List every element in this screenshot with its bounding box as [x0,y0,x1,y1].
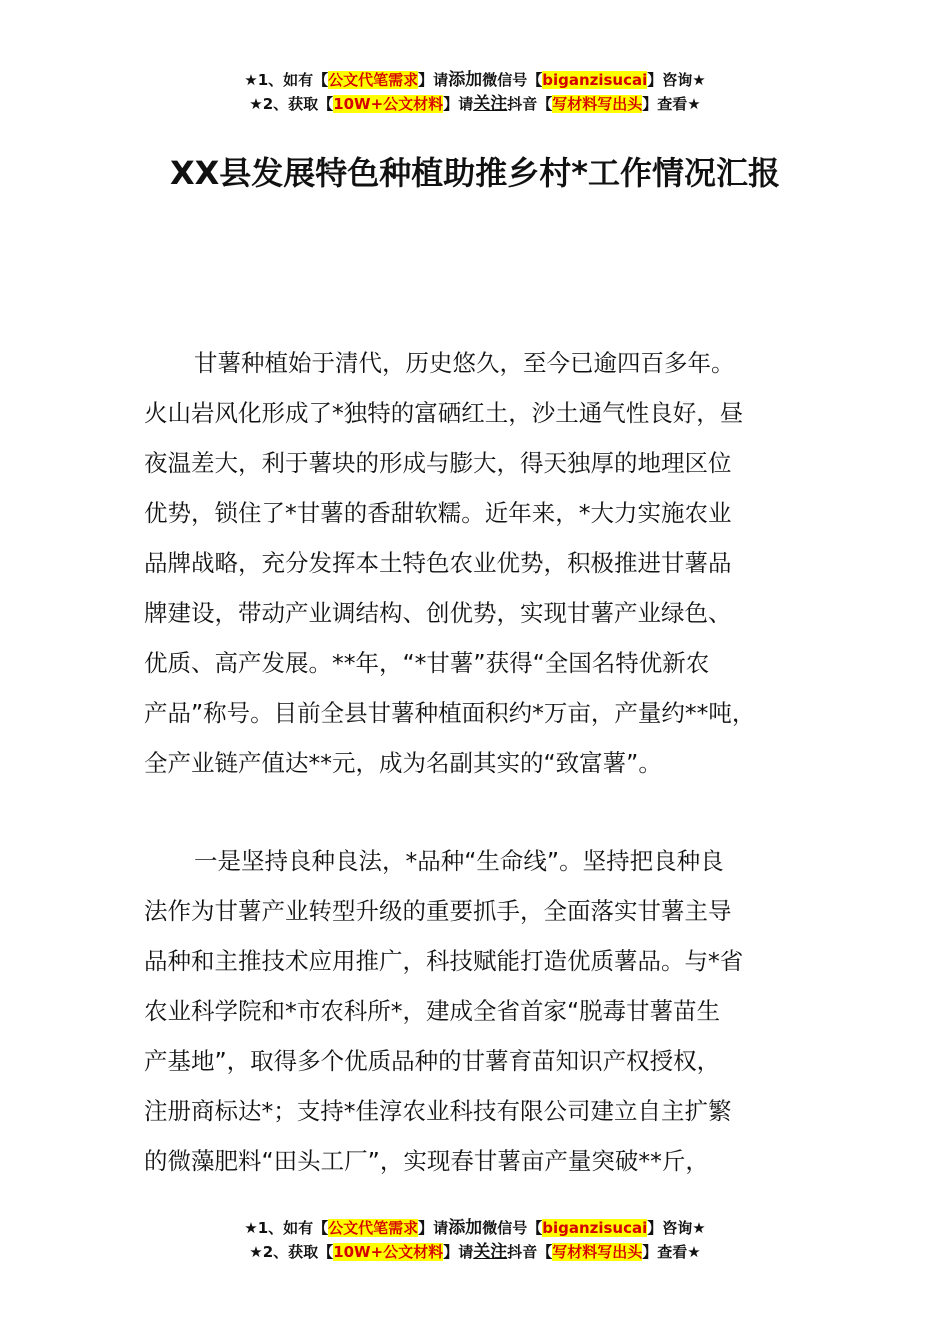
text-line: 的微藻肥料“田头工厂”，实现春甘薯亩产量突破**斤， [144,1147,709,1175]
text-line: 农业科学院和*市农科所*，建成全省首家“脱毒甘薯苗生 [144,997,721,1025]
paragraph-intro [144,338,844,788]
text-line: 全产业链产值达**元，成为名副其实的“致富薯”。 [144,749,662,777]
footer-promo-banner [0,1216,950,1264]
promo-emphasis: 添加 [448,70,483,90]
text-line: 甘薯种植始于清代，历史悠久，至今已逾四百多年。 [194,349,735,377]
text-line: 夜温差大，利于薯块的形成与膨大，得天独厚的地理区位 [144,449,732,477]
promo-text: 】咨询★ [647,1219,706,1237]
text-line: 注册商标达*；支持*佳淳农业科技有限公司建立自主扩繁 [144,1097,732,1125]
promo-text: 】请 [443,1243,474,1261]
promo-text: 】请 [443,95,474,113]
promo-text: 微信号【 [482,1219,543,1237]
header-promo-banner [0,68,950,116]
promo-line-1 [0,1216,950,1240]
promo-wechat-id: biganzisucai [542,1219,648,1237]
promo-text: 】请 [418,1219,449,1237]
promo-text: ★1、如有【 [244,1219,329,1237]
promo-text: 微信号【 [482,71,543,89]
text-line: 产品”称号。目前全县甘薯种植面积约*万亩，产量约**吨， [144,699,756,727]
promo-emphasis: 关注 [473,1242,508,1262]
promo-text: 】请 [418,71,449,89]
document-title: XX县发展特色种植助推乡村*工作情况汇报 [169,154,781,192]
text-line: 品种和主推技术应用推广，科技赋能打造优质薯品。与*省 [144,947,744,975]
text-line: 法作为甘薯产业转型升级的重要抓手，全面落实甘薯主导 [144,897,732,925]
promo-text: ★2、获取【 [249,95,334,113]
promo-emphasis: 添加 [448,1218,483,1238]
promo-douyin-id: 写材料写出头 [552,1243,643,1261]
text-line: 优势，锁住了*甘薯的香甜软糯。近年来，*大力实施农业 [144,499,732,527]
promo-douyin-id: 写材料写出头 [552,95,643,113]
promo-highlight: 10W+公文材料 [333,1243,444,1261]
promo-wechat-id: biganzisucai [542,71,648,89]
text-line: 产基地”，取得多个优质品种的甘薯育苗知识产权授权， [144,1047,721,1075]
text-line: 优质、高产发展。**年，“*甘薯”获得“全国名特优新农 [144,649,710,677]
promo-text: 】查看★ [642,1243,701,1261]
promo-line-2 [0,1240,950,1264]
promo-text: ★1、如有【 [244,71,329,89]
text-line: 牌建设，带动产业调结构、创优势，实现甘薯产业绿色、 [144,599,732,627]
text-line: 火山岩风化形成了*独特的富硒红土，沙土通气性良好，昼 [144,399,744,427]
promo-text: ★2、获取【 [249,1243,334,1261]
promo-text: 抖音【 [507,95,553,113]
promo-emphasis: 关注 [473,94,508,114]
promo-text: 】查看★ [642,95,701,113]
text-line: 品牌战略，充分发挥本土特色农业优势，积极推进甘薯品 [144,549,732,577]
promo-highlight: 10W+公文材料 [333,95,444,113]
promo-line-1 [0,68,950,92]
promo-highlight: 公文代笔需求 [328,1219,419,1237]
text-line: 一是坚持良种良法，*品种“生命线”。坚持把良种良 [194,847,724,875]
promo-text: 】咨询★ [647,71,706,89]
promo-line-2 [0,92,950,116]
promo-highlight: 公文代笔需求 [328,71,419,89]
promo-text: 抖音【 [507,1243,553,1261]
paragraph-section-one [144,836,844,1186]
